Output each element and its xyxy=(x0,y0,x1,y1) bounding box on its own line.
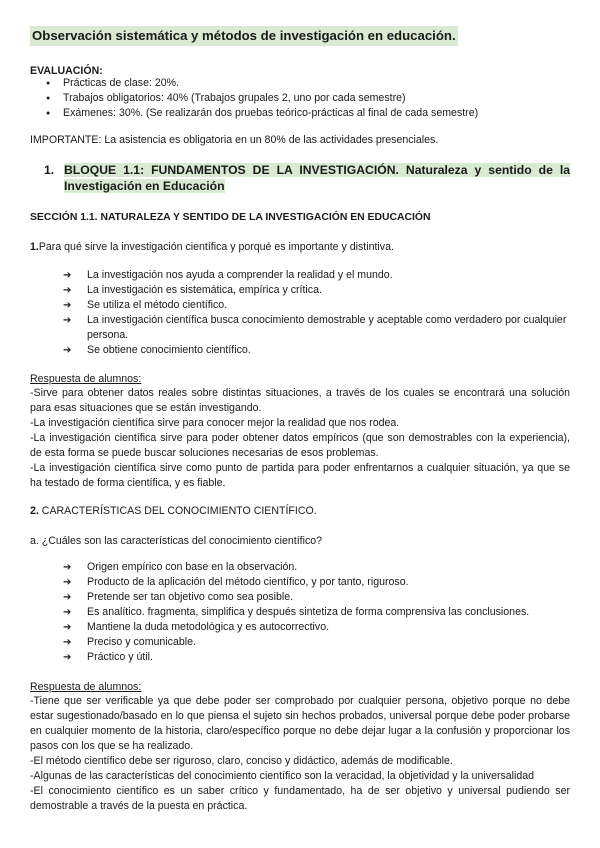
answer-item: -La investigación científica sirve como punto de partida para poder enfrentarnos a cualquier situación, ya que se ha testado de forma científica, y es fiable. xyxy=(30,462,570,489)
evaluation-heading: EVALUACIÓN: xyxy=(30,65,103,77)
answer-item: -La investigación científica sirve para conocer mejor la realidad que nos rodea. xyxy=(30,417,400,429)
point-item: ➔ La investigación es sistemática, empírica y crítica. xyxy=(76,283,570,298)
question-2-number: 2. xyxy=(30,505,39,517)
point-item: ➔ Pretende ser tan objetivo como sea posible. xyxy=(76,590,570,605)
question-2-points xyxy=(76,560,570,665)
point-item: ➔ Preciso y comunicable. xyxy=(76,635,570,650)
answer-item: -Sirve para obtener datos reales sobre distintas situaciones, a través de los cuales se encontrará una solución para esas situaciones que se están investigando. xyxy=(30,387,570,414)
important-note: IMPORTANTE: La asistencia es obligatoria en un 80% de las actividades presenciales. xyxy=(30,134,439,146)
answer-item: -El conocimiento científico es un saber crítico y fundamentado, ha de ser objetivo y universal pudiendo ser demostrable a través de la puesta en práctica. xyxy=(30,785,570,812)
point-item: ➔ Se utiliza el método científico. xyxy=(76,298,570,313)
question-1-text: Para qué sirve la investigación científica y porqué es importante y distintiva. xyxy=(38,241,394,253)
point-item: ➔ La investigación científica busca conocimiento demostrable y aceptable como verdadero por cualquier persona. xyxy=(76,313,570,343)
point-item: ➔ La investigación nos ayuda a comprender la realidad y el mundo. xyxy=(76,268,570,283)
point-item: ➔ Mantiene la duda metodológica y es autocorrectivo. xyxy=(76,620,570,635)
answers-2 xyxy=(30,694,570,814)
block-number: 1. xyxy=(44,163,55,177)
question-1-number: 1. xyxy=(30,241,39,253)
point-item: ➔ Es analítico. fragmenta, simplifica y después sintetiza de forma comprensiva las conclusiones. xyxy=(76,605,570,620)
question-2 xyxy=(30,504,317,519)
point-item: ➔ Se obtiene conocimiento científico. xyxy=(76,343,570,358)
point-item: ➔ Producto de la aplicación del método científico, y por tanto, riguroso. xyxy=(76,575,570,590)
evaluation-list xyxy=(46,76,478,121)
block-title: BLOQUE 1.1: FUNDAMENTOS DE LA INVESTIGACIÓN. Naturaleza y sentido de la Investigación en Educación xyxy=(64,163,570,193)
answers-label-1: Respuesta de alumnos: xyxy=(30,373,142,385)
point-item: ➔ Práctico y útil. xyxy=(76,650,570,665)
answer-item: -Tiene que ser verificable ya que debe poder ser comprobado por cualquier persona, objetivo porque no debe estar sugestionado/basado en lo que piensa el sujeto sin hechos probados, universal porque debe poder probarse en cualquier momento de la historia, claro/específico porque no debe dejar lugar a la confusión y proporcionar los pasos con los que se ha realizado. xyxy=(30,695,570,752)
evaluation-item: ● Prácticas de clase: 20%. xyxy=(46,76,478,91)
question-1 xyxy=(30,240,394,255)
point-item: ➔ Origen empírico con base en la observación. xyxy=(76,560,570,575)
section-heading: SECCIÓN 1.1. NATURALEZA Y SENTIDO DE LA INVESTIGACIÓN EN EDUCACIÓN xyxy=(30,212,431,223)
answers-label-2: Respuesta de alumnos: xyxy=(30,681,142,693)
answer-item: -Algunas de las características del conocimiento científico son la veracidad, la objetividad y la universalidad xyxy=(30,770,535,782)
subquestion-a: a. ¿Cuáles son las características del conocimiento científico? xyxy=(30,535,323,547)
document-title: Observación sistemática y métodos de investigación en educación. xyxy=(30,26,458,46)
question-2-title: CARACTERÍSTICAS DEL CONOCIMIENTO CIENTÍFICO. xyxy=(41,505,317,517)
answer-item: -El método científico debe ser riguroso, claro, conciso y didáctico, además de modificable. xyxy=(30,755,453,767)
answers-1 xyxy=(30,386,570,491)
question-1-points xyxy=(76,268,570,358)
evaluation-item: ● Exámenes: 30%. (Se realizarán dos pruebas teórico-prácticas al final de cada semestre) xyxy=(46,106,478,121)
block-heading xyxy=(44,162,570,194)
evaluation-item: ● Trabajos obligatorios: 40% (Trabajos grupales 2, uno por cada semestre) xyxy=(46,91,478,106)
answer-item: -La investigación científica sirve para poder obtener datos empíricos (que son demostrables con la experiencia), de esta forma se puede buscar soluciones necesarias de esos problemas. xyxy=(30,432,570,459)
